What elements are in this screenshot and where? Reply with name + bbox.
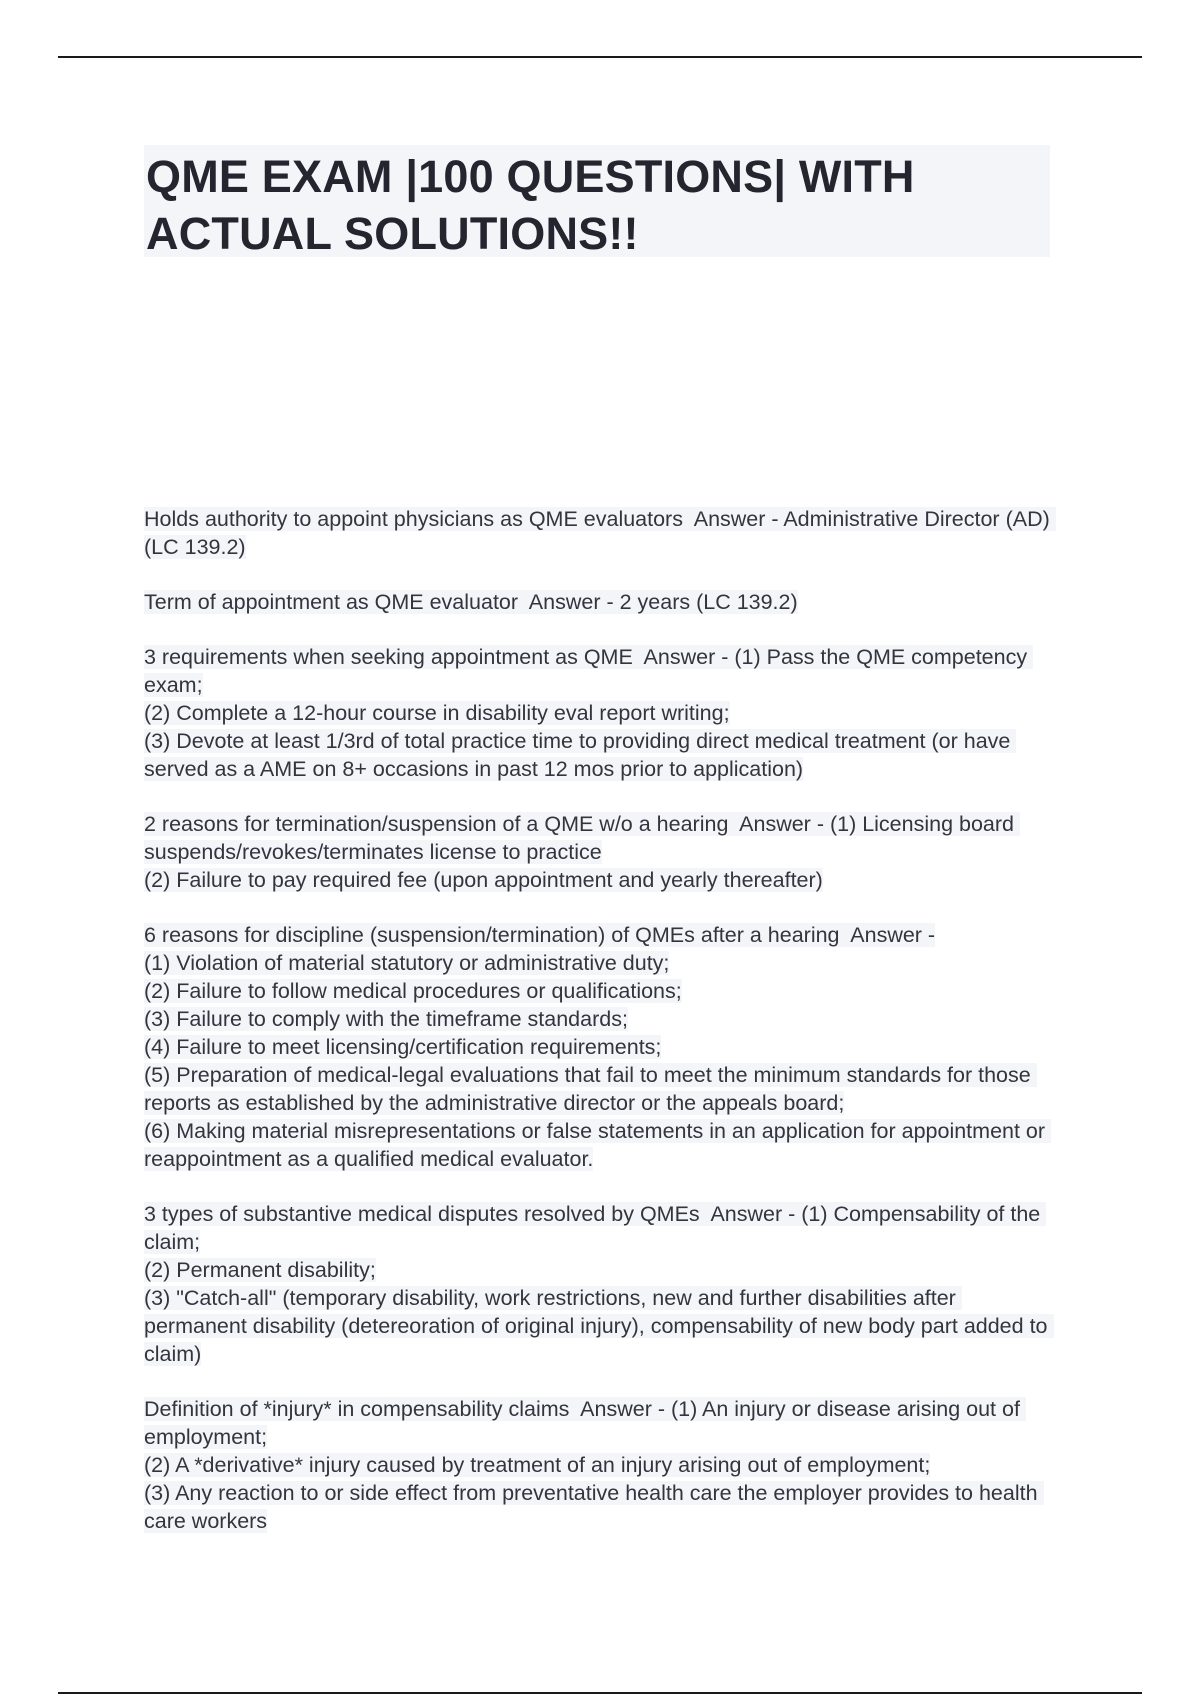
- qa-text-line: (3) Devote at least 1/3rd of total practice time to providing direct medical treatment (or have served as a AME on 8+ occasions in past 12 mos prior to application): [144, 729, 1017, 781]
- qa-text-line: (2) A *derivative* injury caused by treatment of an injury arising out of employment;: [144, 1453, 931, 1477]
- qa-item: [144, 588, 1064, 616]
- footer-rule: [58, 1692, 1142, 1694]
- qa-text-line: 2 reasons for termination/suspension of a QME w/o a hearing Answer - (1) Licensing board suspends/revokes/terminates license to practice: [144, 812, 1020, 864]
- qa-text-line: (3) Any reaction to or side effect from preventative health care the employer provides to health care workers: [144, 1481, 1044, 1533]
- qa-text-line: (2) Permanent disability;: [144, 1258, 376, 1282]
- qa-text-line: (2) Failure to follow medical procedures or qualifications;: [144, 979, 682, 1003]
- document-title: QME EXAM |100 QUESTIONS| WITH ACTUAL SOLUTIONS!!: [146, 151, 915, 259]
- qa-text-line: 3 requirements when seeking appointment as QME Answer - (1) Pass the QME competency exam;: [144, 645, 1034, 697]
- qa-text-line: (3) Failure to comply with the timeframe standards;: [144, 1007, 628, 1031]
- qa-list: [144, 505, 1064, 1562]
- qa-item: [144, 810, 1064, 894]
- qa-text-line: (5) Preparation of medical-legal evaluations that fail to meet the minimum standards for those reports as established by the administrative director or the appeals board;: [144, 1063, 1037, 1115]
- qa-text-line: (3) "Catch-all" (temporary disability, work restrictions, new and further disabilities after permanent disability (detereoration of original injury), compensability of new body part added to claim): [144, 1286, 1054, 1366]
- qa-text-line: (6) Making material misrepresentations or false statements in an application for appointment or reappointment as a qualified medical evaluator.: [144, 1119, 1052, 1171]
- qa-text-line: (1) Violation of material statutory or administrative duty;: [144, 951, 670, 975]
- qa-item: [144, 921, 1064, 1173]
- qa-item: [144, 1200, 1064, 1368]
- qa-text-line: Definition of *injury* in compensability claims Answer - (1) An injury or disease arising out of employment;: [144, 1397, 1026, 1449]
- qa-item: [144, 643, 1064, 783]
- title-block: [144, 145, 1050, 257]
- qa-item: [144, 505, 1064, 561]
- qa-text-line: 6 reasons for discipline (suspension/termination) of QMEs after a hearing Answer -: [144, 923, 936, 947]
- qa-item: [144, 1395, 1064, 1535]
- header-rule: [58, 56, 1142, 58]
- qa-text-line: Term of appointment as QME evaluator Answer - 2 years (LC 139.2): [144, 590, 798, 614]
- qa-text-line: (2) Failure to pay required fee (upon appointment and yearly thereafter): [144, 868, 823, 892]
- qa-text-line: (4) Failure to meet licensing/certification requirements;: [144, 1035, 662, 1059]
- qa-text-line: 3 types of substantive medical disputes resolved by QMEs Answer - (1) Compensability of the claim;: [144, 1202, 1047, 1254]
- qa-text-line: (2) Complete a 12-hour course in disability eval report writing;: [144, 701, 730, 725]
- qa-text-line: Holds authority to appoint physicians as QME evaluators Answer - Administrative Director (AD) (LC 139.2): [144, 507, 1056, 559]
